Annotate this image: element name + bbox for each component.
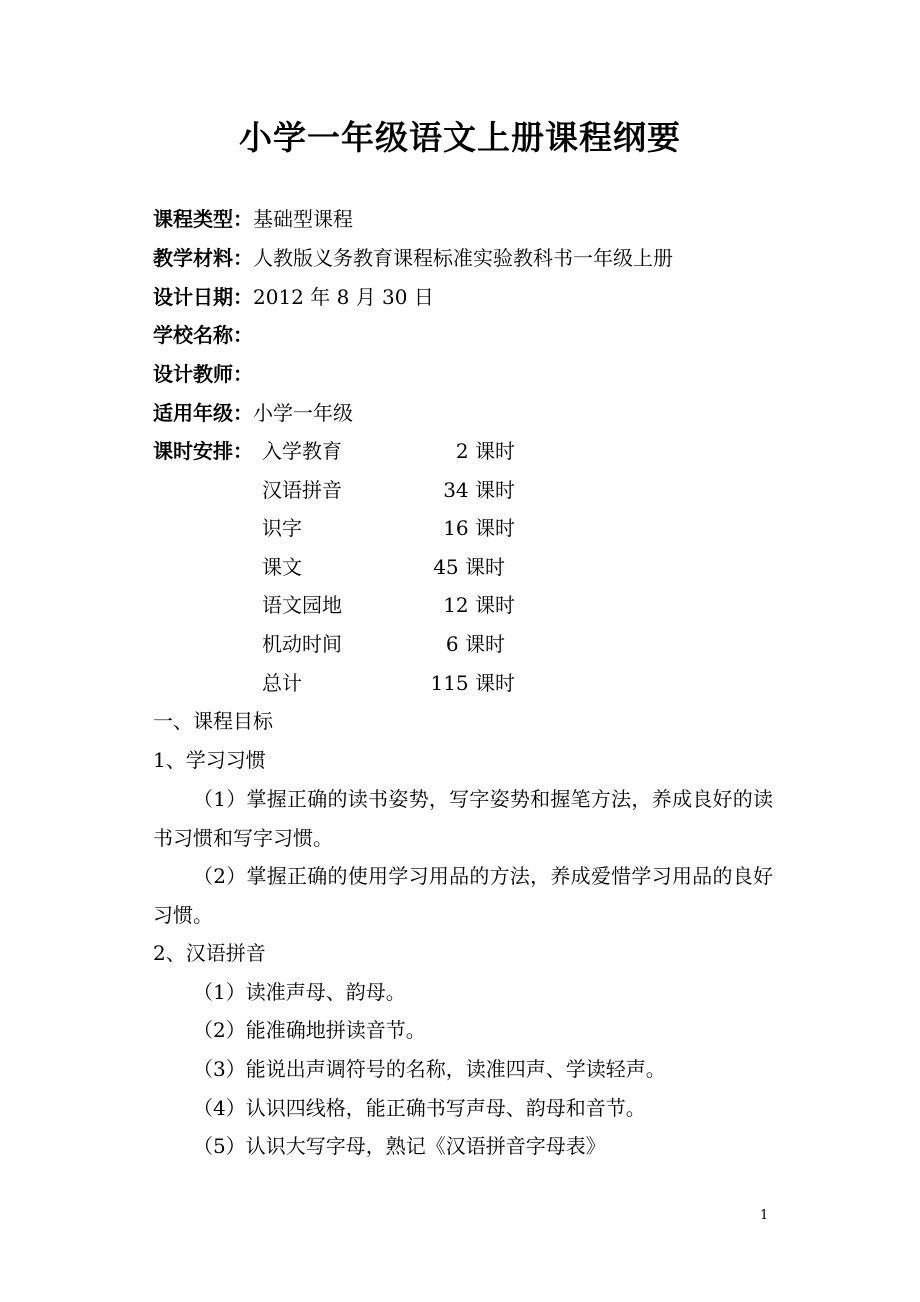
- materials-label: 教学材料：: [153, 246, 253, 270]
- schedule-item-hours: 2 课时: [455, 439, 515, 463]
- pinyin-item: （5）认识大写字母，熟记《汉语拼音字母表》: [193, 1134, 606, 1158]
- course-type-label: 课程类型：: [153, 207, 253, 231]
- schedule-item-name: 语文园地: [262, 593, 342, 617]
- habits-paragraph-1: （1）掌握正确的读书姿势，写字姿势和握笔方法，养成良好的读书习惯和写字习惯。: [153, 787, 773, 850]
- page-number: 1: [760, 1208, 769, 1223]
- schedule-item-name: 总计: [262, 671, 302, 695]
- section-heading: 一、课程目标: [153, 709, 273, 733]
- schedule-item-name: 课文: [262, 555, 302, 579]
- schedule-item-hours: 115 课时: [430, 671, 515, 695]
- materials-row: [153, 244, 673, 272]
- subsection-heading-pinyin: 2、汉语拼音: [153, 941, 266, 965]
- schedule-label-row: [153, 437, 253, 465]
- teacher-label: 设计教师：: [153, 362, 253, 386]
- school-name-label: 学校名称：: [153, 323, 253, 347]
- schedule-item-name: 识字: [262, 516, 302, 540]
- document-title: 小学一年级语文上册课程纲要: [239, 118, 681, 157]
- schedule-item-name: 机动时间: [262, 632, 342, 656]
- schedule-item-hours: 16 课时: [443, 516, 515, 540]
- subsection-heading-habits: 1、学习习惯: [153, 748, 266, 772]
- schedule-item-hours: 45 课时: [433, 555, 505, 579]
- pinyin-item: （4）认识四线格，能正确书写声母、韵母和音节。: [193, 1096, 646, 1120]
- grade-value: 小学一年级: [253, 401, 353, 425]
- course-type-value: 基础型课程: [253, 207, 353, 231]
- grade-label: 适用年级：: [153, 401, 253, 425]
- schedule-item-name: 汉语拼音: [262, 478, 342, 502]
- design-date-value: 2012 年 8 月 30 日: [253, 285, 434, 309]
- design-date-label: 设计日期：: [153, 285, 253, 309]
- schedule-item-hours: 6 课时: [445, 632, 505, 656]
- schedule-item-hours: 12 课时: [443, 593, 515, 617]
- course-type-row: [153, 205, 353, 233]
- habits-paragraph-2: （2）掌握正确的使用学习用品的方法，养成爱惜学习用品的良好习惯。: [153, 864, 773, 927]
- pinyin-item: （2）能准确地拼读音节。: [193, 1018, 426, 1042]
- schedule-item-hours: 34 课时: [443, 478, 515, 502]
- schedule-item-name: 入学教育: [262, 439, 342, 463]
- materials-value: 人教版义务教育课程标准实验教科书一年级上册: [253, 246, 673, 270]
- design-date-row: [153, 283, 434, 311]
- grade-row: [153, 399, 353, 427]
- pinyin-item: （3）能说出声调符号的名称，读准四声、学读轻声。: [193, 1057, 666, 1081]
- teacher-row: [153, 360, 253, 388]
- school-name-row: [153, 321, 253, 349]
- pinyin-item: （1）读准声母、韵母。: [193, 980, 406, 1004]
- schedule-label: 课时安排：: [153, 439, 253, 463]
